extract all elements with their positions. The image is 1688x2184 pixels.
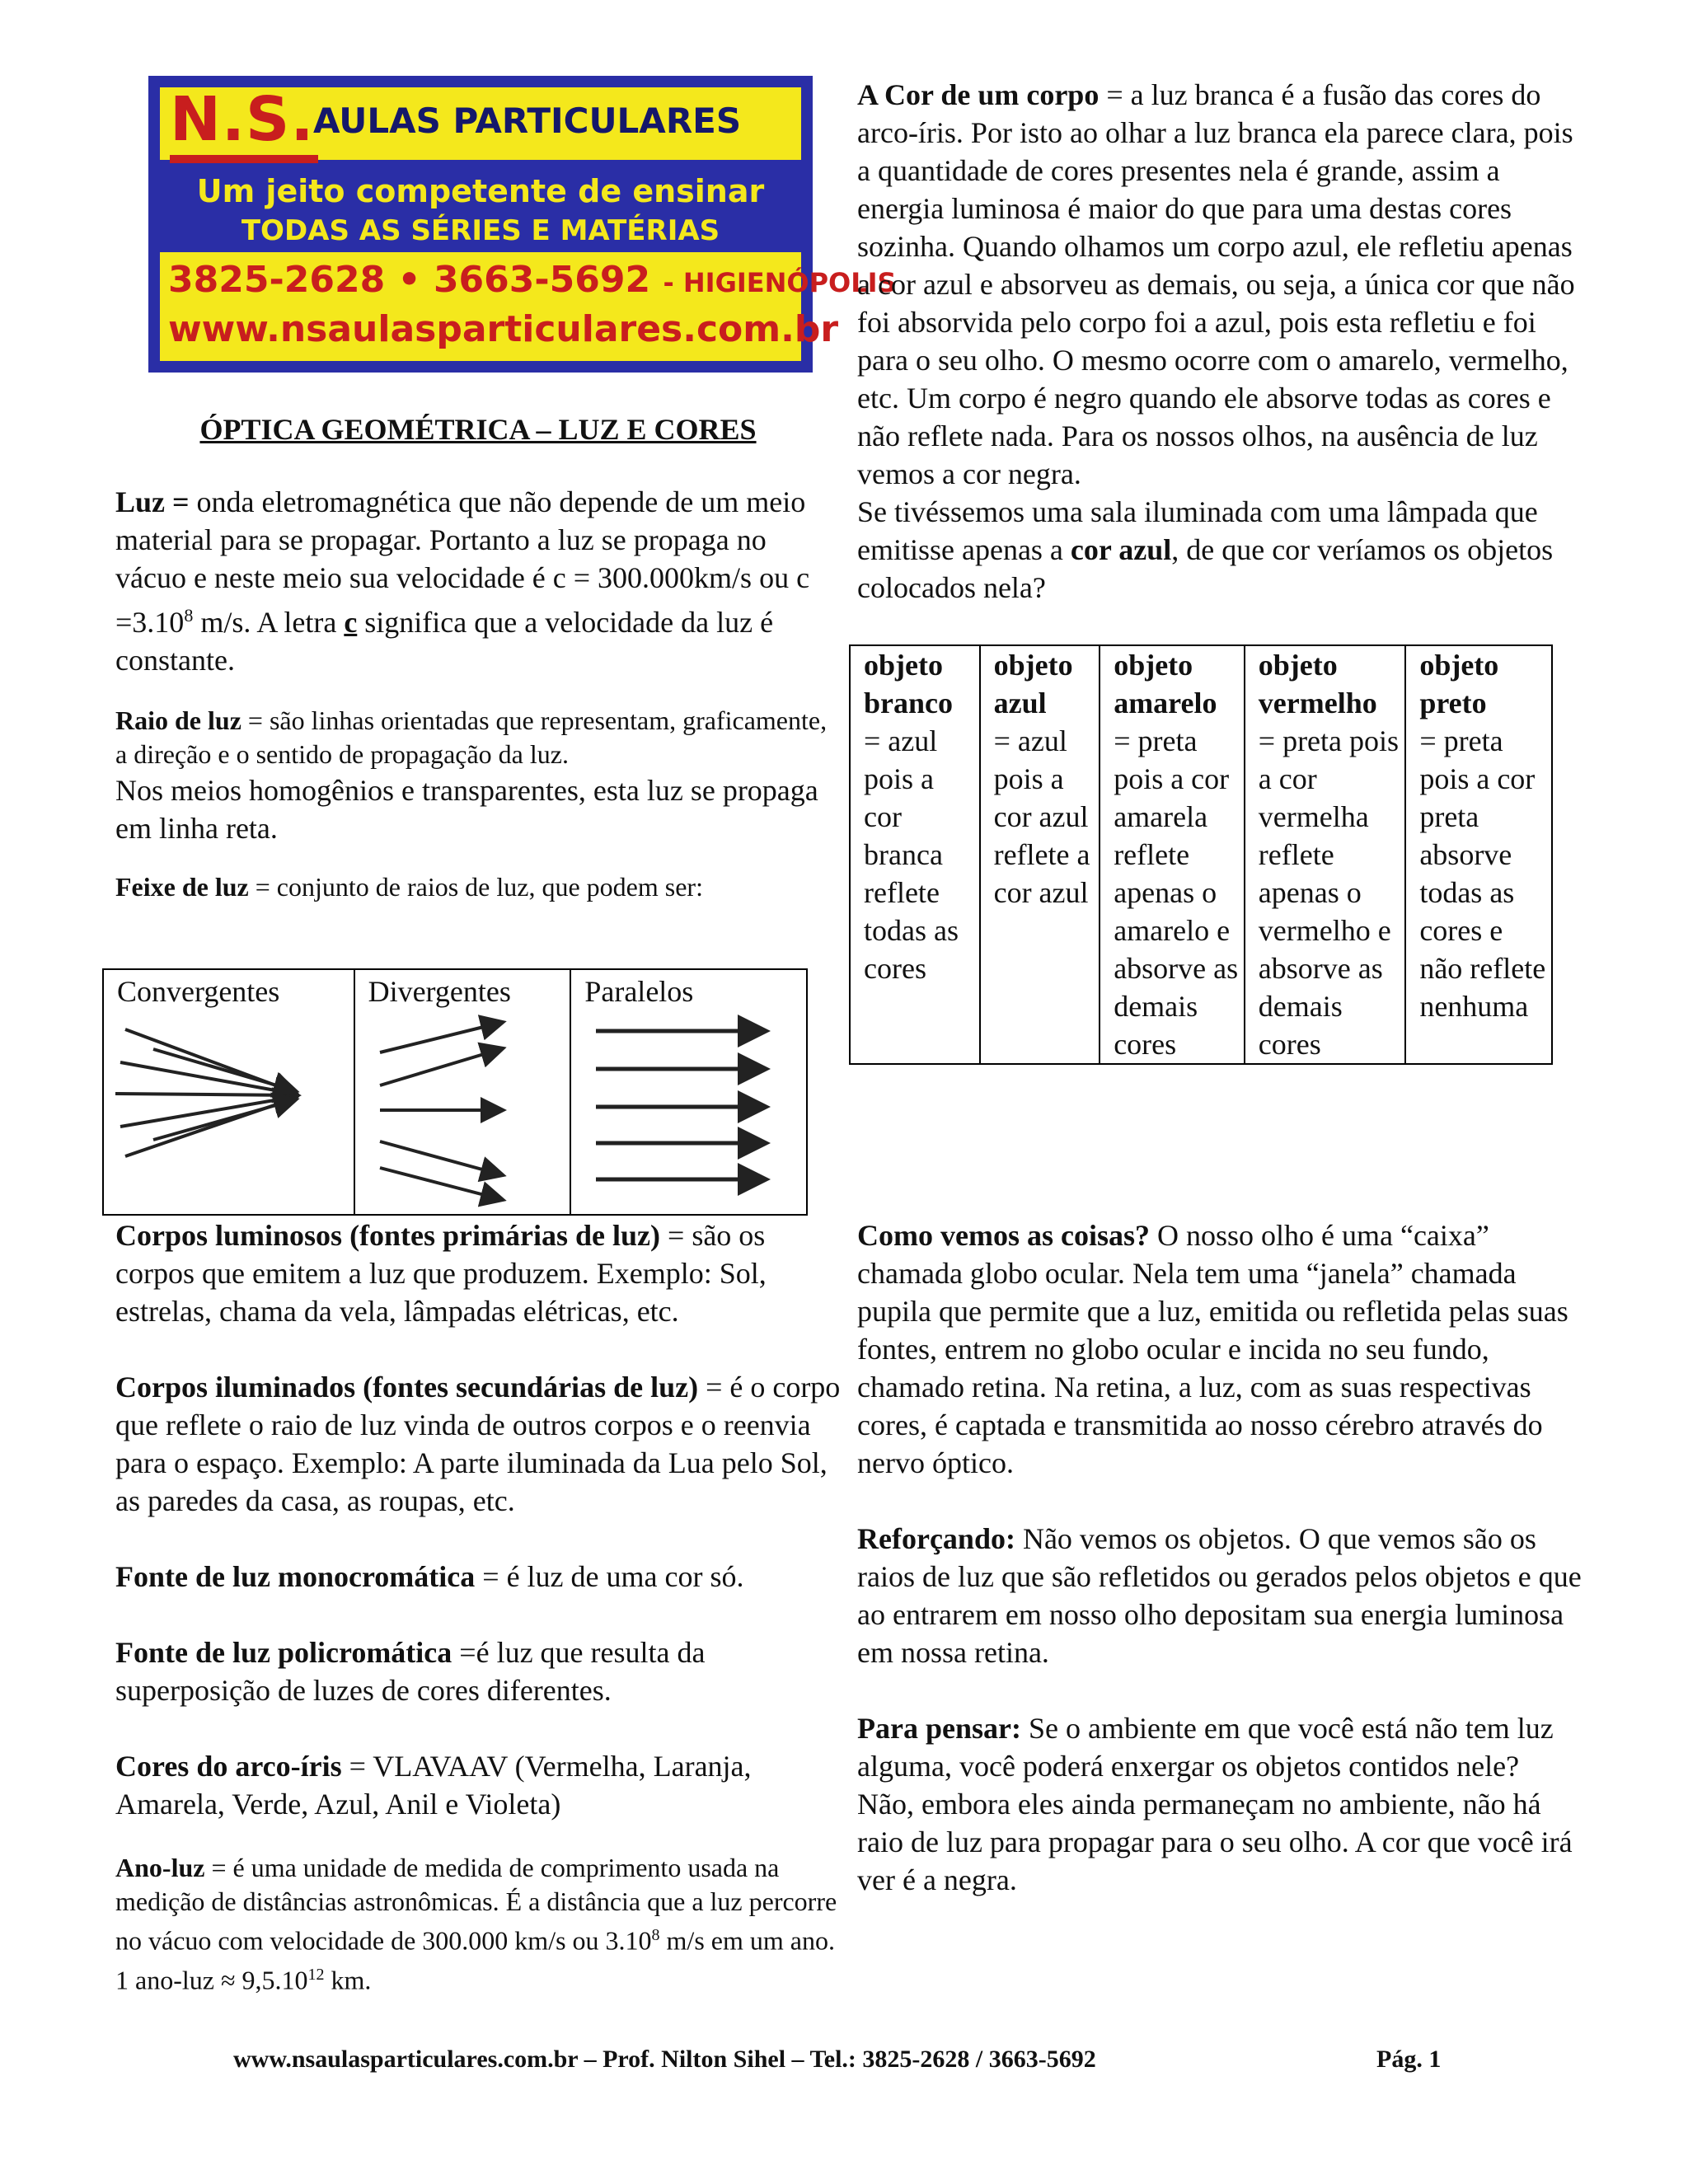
policromatica-term: Fonte de luz policromática <box>115 1636 452 1669</box>
logo-slogan: Um jeito competente de ensinar <box>196 173 765 209</box>
ano-luz-text-3: km. <box>324 1965 372 1995</box>
policromatica-paragraph <box>115 1633 841 1709</box>
left-column <box>115 483 841 904</box>
cell-head: objeto azul <box>993 649 1073 719</box>
cell-head: objeto branco <box>864 649 953 719</box>
ano-luz-paragraph <box>115 1851 841 1997</box>
right-column <box>857 76 1582 607</box>
cor-corpo-text: = a luz branca é a fusão das cores do arco-íris. Por isto ao olhar a luz branca ela parece clara, pois a quantidade de cores presentes nela é grande, assim a energia luminosa é maior do que para uma destas cores sozinha. Quando olhamos um corpo azul, ele refletiu apenas a cor azul e absorveu as demais, ou seja, a única cor que não foi absorvida pelo corpo foi a azul, pois esta refletiu e foi para o seu olho. O mesmo ocorre com o amarelo, vermelho, etc. Um corpo é negro quando ele absorve todas as cores e não reflete nada. Para os nossos olhos, na ausência de luz vemos a cor negra. <box>857 78 1575 490</box>
logo-phone-numbers: 3825-2628 • 3663-5692 <box>168 259 651 301</box>
como-vemos-term: Como vemos as coisas? <box>857 1219 1150 1252</box>
cor-corpo-paragraph <box>857 76 1582 493</box>
como-vemos-paragraph <box>857 1216 1582 1482</box>
raio-text: = são linhas orientadas que representam, graficamente, a direção e o sentido de propagação da luz. <box>115 705 828 769</box>
raio-paragraph <box>115 704 841 771</box>
table-cell <box>1245 645 1406 1064</box>
como-vemos-text: O nosso olho é uma “caixa” chamada globo ocular. Nela tem uma “janela” chamada pupila que permite que a luz, emitida ou refletida pelas suas fontes, entrem no globo ocular e incida no seu fundo, chamado retina. Na retina, a luz, com as suas respectivas cores, é captada e transmitida ao nosso cérebro através do nervo óptico. <box>857 1219 1568 1479</box>
luz-term: Luz = <box>115 485 190 518</box>
table-row <box>850 645 1552 1064</box>
ano-luz-text: = é uma unidade de medida de comprimento usada na medição de distâncias astronômicas. É a distância que a luz percorre no vácuo com velocidade de 300.000 km/s ou 3.10 <box>115 1853 837 1956</box>
cell-body: = preta pois a cor amarela reflete apenas o amarelo e absorve as demais cores <box>1114 724 1239 1061</box>
logo-name: AULAS PARTICULARES <box>313 101 742 141</box>
cell-body: = preta pois a cor preta absorve todas as cores e não reflete nenhuma <box>1419 724 1546 1023</box>
beam-parallel <box>571 970 806 1214</box>
table-cell <box>1405 645 1552 1064</box>
policromatica-text: =é luz que resulta da superposição de luzes de cores diferentes. <box>115 1636 706 1707</box>
luz-exponent: 8 <box>184 605 194 626</box>
ano-luz-exp-2: 12 <box>307 1965 325 1984</box>
iluminados-term: Corpos iluminados (fontes secundárias de luz) <box>115 1371 699 1404</box>
ano-luz-exp-1: 8 <box>651 1926 660 1944</box>
right-column-lower <box>857 1216 1582 1899</box>
feixe-paragraph <box>115 870 841 904</box>
logo-banner <box>148 76 897 373</box>
logo-phones <box>168 259 897 301</box>
arco-iris-paragraph <box>115 1747 841 1823</box>
luminosos-paragraph <box>115 1216 841 1330</box>
table-cell <box>850 645 980 1064</box>
luz-c-letter: c <box>344 606 358 639</box>
page-title: ÓPTICA GEOMÉTRICA – LUZ E CORES <box>199 413 757 446</box>
beam-divergent <box>355 970 572 1214</box>
logo-series: TODAS AS SÉRIES E MATÉRIAS <box>241 214 720 247</box>
reforcando-text: Não vemos os objetos. O que vemos são os raios de luz que são refletidos ou gerados pelos objetos e que ao entrarem em nosso olho depositam sua energia luminosa em nossa retina. <box>857 1522 1582 1669</box>
monocromatica-paragraph <box>115 1558 841 1596</box>
logo-underline <box>170 155 318 163</box>
raio-term: Raio de luz <box>115 705 241 735</box>
iluminados-text: = é o corpo que reflete o raio de luz vinda de outros corpos e o reenvia para o espaço. Exemplo: A parte iluminada da Lua pelo Sol, as paredes da casa, as roupas, etc. <box>115 1371 841 1517</box>
colors-table <box>849 644 1553 1065</box>
luz-text-2: m/s. A letra <box>193 606 345 639</box>
cor-corpo-term: A Cor de um corpo <box>857 78 1100 111</box>
table-cell <box>1100 645 1245 1064</box>
iluminados-paragraph <box>115 1368 841 1520</box>
page-number: Pág. 1 <box>1376 2046 1442 2073</box>
reforcando-paragraph <box>857 1520 1582 1671</box>
page-footer: www.nsaulasparticulares.com.br – Prof. Nilton Sihel – Tel.: 3825-2628 / 3663-5692 <box>233 2046 1096 2073</box>
beam-label: Divergentes <box>368 975 511 1008</box>
parallel-rays-diagram <box>571 970 807 1214</box>
beam-convergent <box>104 970 355 1214</box>
divergent-rays-diagram <box>355 970 571 1214</box>
feixe-term: Feixe de luz <box>115 872 249 902</box>
para-pensar-paragraph <box>857 1709 1582 1899</box>
cell-head: objeto preto <box>1419 649 1499 719</box>
reforcando-term: Reforçando: <box>857 1522 1015 1555</box>
cell-body: = azul pois a cor azul reflete a cor azul <box>993 724 1090 909</box>
logo-url: www.nsaulasparticulares.com.br <box>168 308 839 350</box>
luz-text: onda eletromagnética que não depende de um meio material para se propagar. Portanto a luz se propaga no vácuo e neste meio sua velocidade é c = 300.000km/s ou c =3.10 <box>115 485 810 639</box>
cell-body: = preta pois a cor vermelha reflete apenas o vermelho e absorve as demais cores <box>1258 724 1400 1061</box>
left-column-lower <box>115 1216 841 1997</box>
feixe-text: = conjunto de raios de luz, que podem ser: <box>248 872 703 902</box>
question-text: Se tivéssemos uma sala iluminada com uma lâmpada que emitisse apenas a <box>857 495 1538 566</box>
cell-head: objeto amarelo <box>1114 649 1217 719</box>
luz-paragraph <box>115 483 841 679</box>
beams-table <box>102 968 808 1216</box>
table-cell <box>980 645 1100 1064</box>
luz-text-3: significa que a velocidade da luz é constante. <box>115 606 774 677</box>
arco-iris-text: = VLAVAAV (Vermelha, Laranja, Amarela, Verde, Azul, Anil e Violeta) <box>115 1750 752 1821</box>
luminosos-text: = são os corpos que emitem a luz que produzem. Exemplo: Sol, estrelas, chama da vela, lâmpadas elétricas, etc. <box>115 1219 767 1328</box>
logo-brand: N.S. <box>170 84 315 155</box>
cell-body: = azul pois a cor branca reflete todas as cores <box>864 724 959 985</box>
convergent-rays-diagram <box>104 970 354 1214</box>
monocromatica-term: Fonte de luz monocromática <box>115 1560 476 1593</box>
para-pensar-term: Para pensar: <box>857 1712 1021 1745</box>
question-paragraph <box>857 493 1582 607</box>
beam-label: Convergentes <box>117 975 280 1008</box>
logo-district: - HIGIENÓPOLIS <box>663 267 897 298</box>
cell-head: objeto vermelho <box>1258 649 1377 719</box>
question-bold: cor azul <box>1070 533 1172 566</box>
arco-iris-term: Cores do arco-íris <box>115 1750 342 1783</box>
beam-label: Paralelos <box>584 975 694 1008</box>
ano-luz-text-2: m/s em um ano. 1 ano-luz ≈ 9,5.10 <box>115 1925 835 1995</box>
luminosos-term: Corpos luminosos (fontes primárias de luz) <box>115 1219 661 1252</box>
ano-luz-term: Ano-luz <box>115 1853 205 1882</box>
raio-paragraph-2: Nos meios homogênios e transparentes, esta luz se propaga em linha reta. <box>115 774 818 845</box>
question-text-2: , de que cor veríamos os objetos colocados nela? <box>857 533 1554 604</box>
monocromatica-text: = é luz de uma cor só. <box>475 1560 744 1593</box>
para-pensar-text: Se o ambiente em que você está não tem luz alguma, você poderá enxergar os objetos contidos nele? Não, embora eles ainda permaneçam no ambiente, não há raio de luz para propagar para o seu olho. A cor que você irá ver é a negra. <box>857 1712 1573 1896</box>
